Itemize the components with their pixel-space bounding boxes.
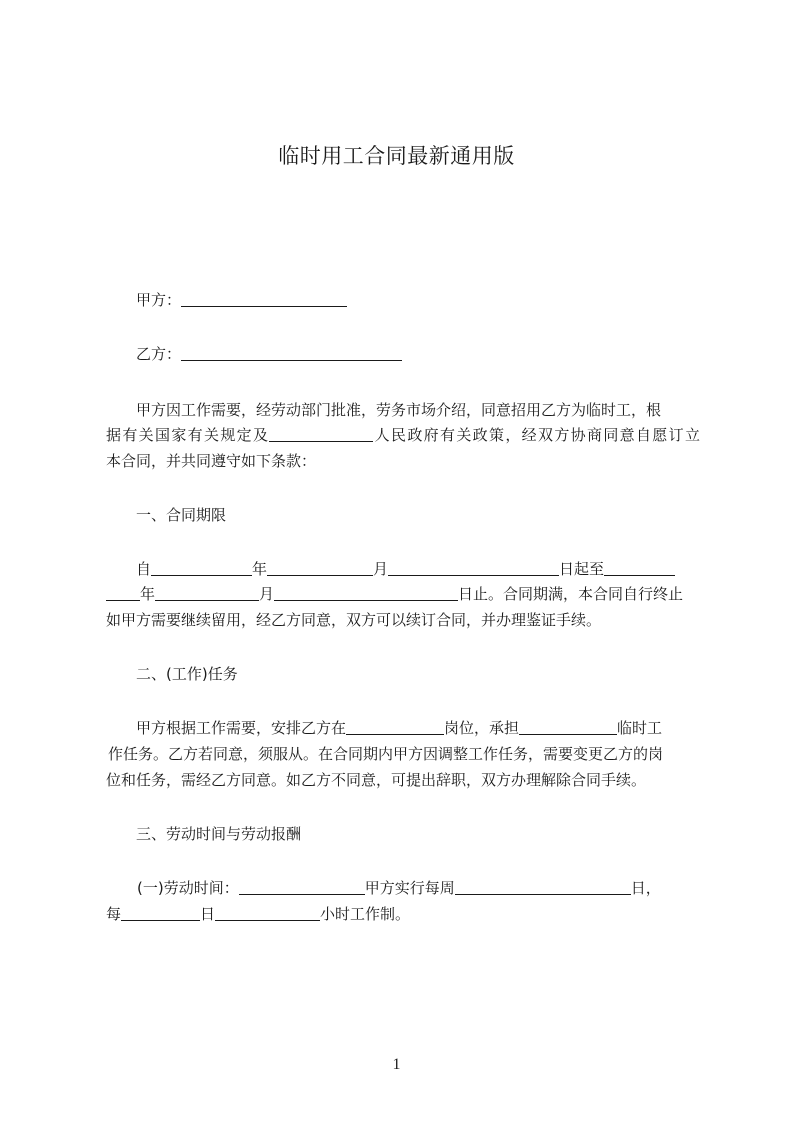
text-arrange: 甲方根据工作需要，安排乙方在 (136, 719, 347, 737)
section-1-line-1 (136, 555, 700, 583)
end-month-blank (155, 584, 259, 601)
intro-line-1: 甲方因工作需要，经劳动部门批准，劳务市场介绍，同意招用乙方为临时工，根 (136, 401, 662, 419)
section-3-line-1 (137, 874, 700, 902)
period-blank (121, 904, 200, 921)
text-day-until: 日起至 (559, 560, 605, 578)
party-a-blank (181, 290, 347, 307)
intro-line-3: 本合同，并共同遵守如下条款： (106, 452, 317, 470)
party-b-blank (181, 344, 402, 361)
start-month-blank (267, 559, 373, 576)
section-3-heading: 三、劳动时间与劳动报酬 (136, 825, 302, 843)
document-title: 临时用工合同最新通用版 (278, 144, 515, 168)
end-year-blank-part-1 (604, 559, 675, 576)
hours-blank (215, 904, 320, 921)
party-b-line (136, 340, 730, 368)
work-time-blank (239, 878, 365, 895)
task-blank (519, 718, 617, 735)
government-blank (269, 425, 373, 442)
text-day: 日， (630, 879, 661, 897)
start-year-blank (151, 559, 252, 576)
text-weekly: 甲方实行每周 (364, 879, 455, 897)
party-b-label: 乙方： (136, 345, 182, 363)
end-year-blank-part-2 (106, 584, 140, 601)
text-day: 日 (200, 905, 216, 923)
text-post: 岗位，承担 (444, 719, 520, 737)
section-1-heading: 一、合同期限 (136, 506, 227, 524)
section-3-line-2 (106, 900, 700, 928)
text-temp: 临时工 (617, 719, 663, 737)
party-a-label: 甲方： (136, 291, 182, 309)
text-month: 月 (259, 585, 275, 603)
section-1-line-2 (106, 580, 700, 608)
section-1-line-3: 如甲方需要继续留用，经乙方同意，双方可以续订合同，并办理鉴证手续。 (106, 611, 602, 629)
start-day-blank (388, 559, 559, 576)
text-hour-system: 小时工作制。 (320, 905, 411, 923)
intro-line-2b: 人民政府有关政策，经双方协商同意自愿订立 (373, 426, 700, 444)
text-work-time: (一)劳动时间： (137, 879, 239, 897)
text-from: 自 (136, 560, 152, 578)
page-number: 1 (392, 1056, 401, 1073)
days-per-week-blank (455, 878, 631, 895)
section-2-heading: 二、(工作)任务 (136, 665, 238, 683)
position-blank (346, 718, 444, 735)
intro-line-2a: 据有关国家有关规定及 (106, 426, 270, 444)
text-day-end: 日止。合同期满，本合同自行终止 (458, 585, 684, 603)
text-each: 每 (106, 905, 122, 923)
party-a-line (136, 286, 730, 314)
section-2-line-1 (136, 714, 700, 742)
section-2-line-3: 位和任务，需经乙方同意。如乙方不同意，可提出辞职，双方办理解除合同手续。 (106, 771, 647, 789)
intro-line-2 (106, 421, 700, 449)
end-day-blank (274, 584, 458, 601)
text-year: 年 (252, 560, 268, 578)
text-month: 月 (373, 560, 389, 578)
section-2-line-2: 作任务。乙方若同意，须服从。在合同期内甲方因调整工作任务，需要变更乙方的岗 (108, 745, 664, 763)
text-year: 年 (140, 585, 156, 603)
